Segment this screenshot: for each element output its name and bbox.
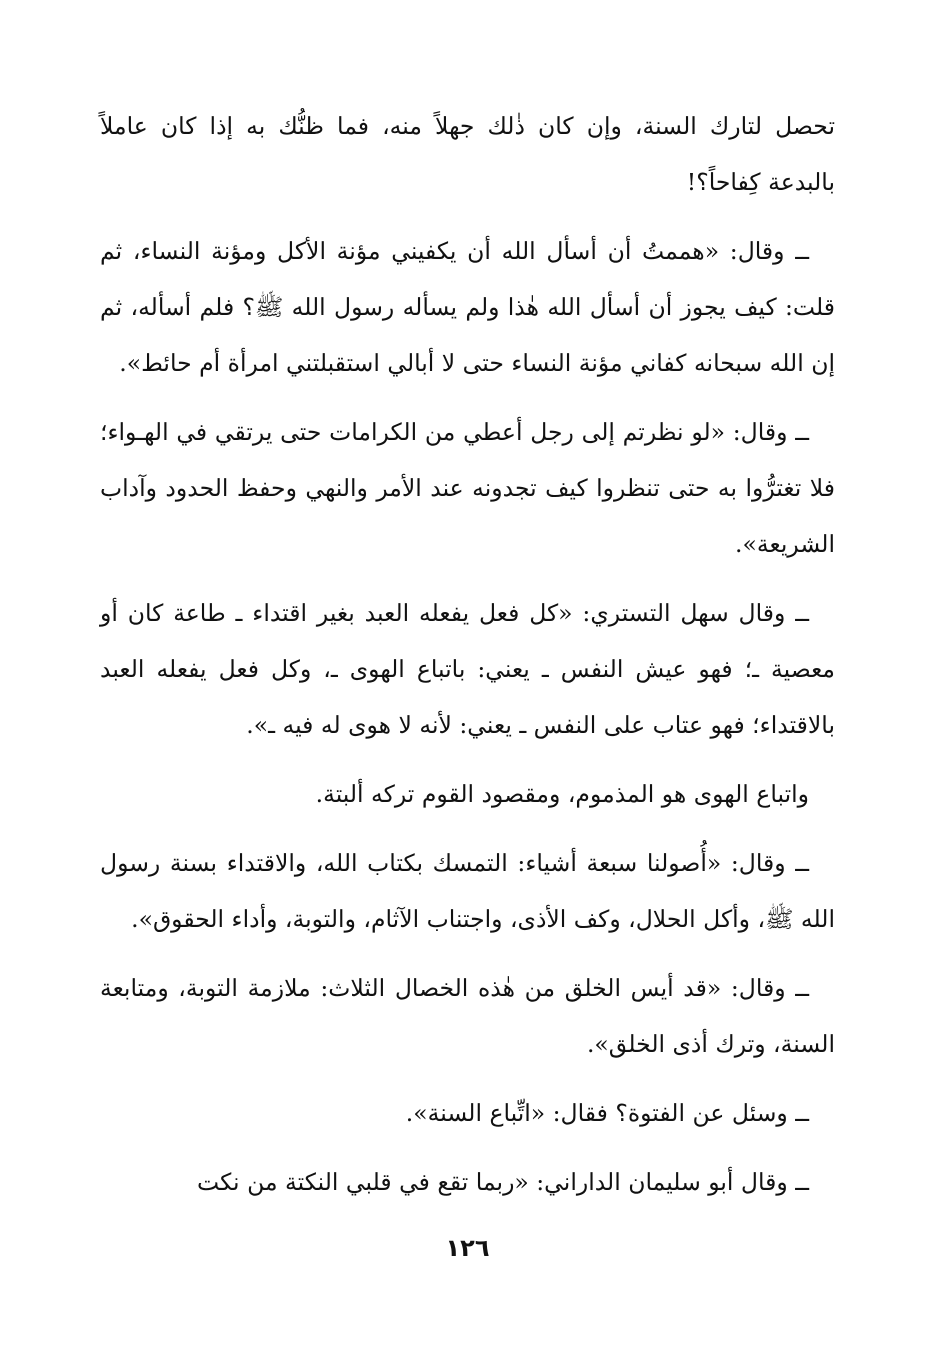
paragraph-following-desire: واتباع الهوى هو المذموم، ومقصود القوم تركه ألبتة. <box>315 780 809 808</box>
paragraph-quote-miracles: ــ وقال: «لو نظرتم إلى رجل أعطي من الكرامات حتى يرتقي في الهـواء؛ فلا تغترُّوا به حتى تنظروا كيف تجدونه عند الأمر والنهي وحفظ الحدود وآداب الشريعة». <box>100 418 835 558</box>
paragraph-seven-principles: ــ وقال: «أُصولنا سبعة أشياء: التمسك بكتاب الله، والاقتداء بسنة رسول الله ﷺ، وأكل الحلال، وكف الأذى، واجتناب الآثام، والتوبة، وأداء الحقوق». <box>100 849 835 933</box>
paragraph-quote-provision: ــ وقال: «هممتُ أن أسأل الله أن يكفيني مؤنة الأكل ومؤنة النساء، ثم قلت: كيف يجوز أن أسأل الله هٰذا ولم يسأله رسول الله ﷺ؟ فلم أسأله، ثم إن الله سبحانه كفاني مؤنة النساء حتى لا أبالي استقبلتني امرأة أم حائط». <box>100 237 835 377</box>
paragraph-futuwwa: ــ وسئل عن الفتوة؟ فقال: «اتِّباع السنة». <box>405 1099 809 1127</box>
paragraph-quote-sahl-tustari: ــ وقال سهل التستري: «كل فعل يفعله العبد بغير اقتداء ـ طاعة كان أو معصية ـ؛ فهو عيش النفس ـ يعني: باتباع الهوى ـ، وكل فعل يفعله العبد بالاقتداء؛ فهو عتاب على النفس ـ يعني: لأنه لا هوى له فيه ـ». <box>100 599 835 739</box>
paragraph-continuation: تحصل لتارك السنة، وإن كان ذٰلك جهلاً منه، فما ظنُّك به إذا كان عاملاً بالبدعة كِفاحاً؟! <box>100 112 835 196</box>
paragraph-abu-sulayman: ــ وقال أبو سليمان الداراني: «ربما تقع في قلبي النكتة من نكت <box>197 1168 809 1196</box>
paragraph-three-traits: ــ وقال: «قد أيس الخلق من هٰذه الخصال الثلاث: ملازمة التوبة، ومتابعة السنة، وترك أذى الخلق». <box>100 974 835 1058</box>
page-number: ١٢٦ <box>445 1234 490 1262</box>
page-body <box>100 98 835 1286</box>
